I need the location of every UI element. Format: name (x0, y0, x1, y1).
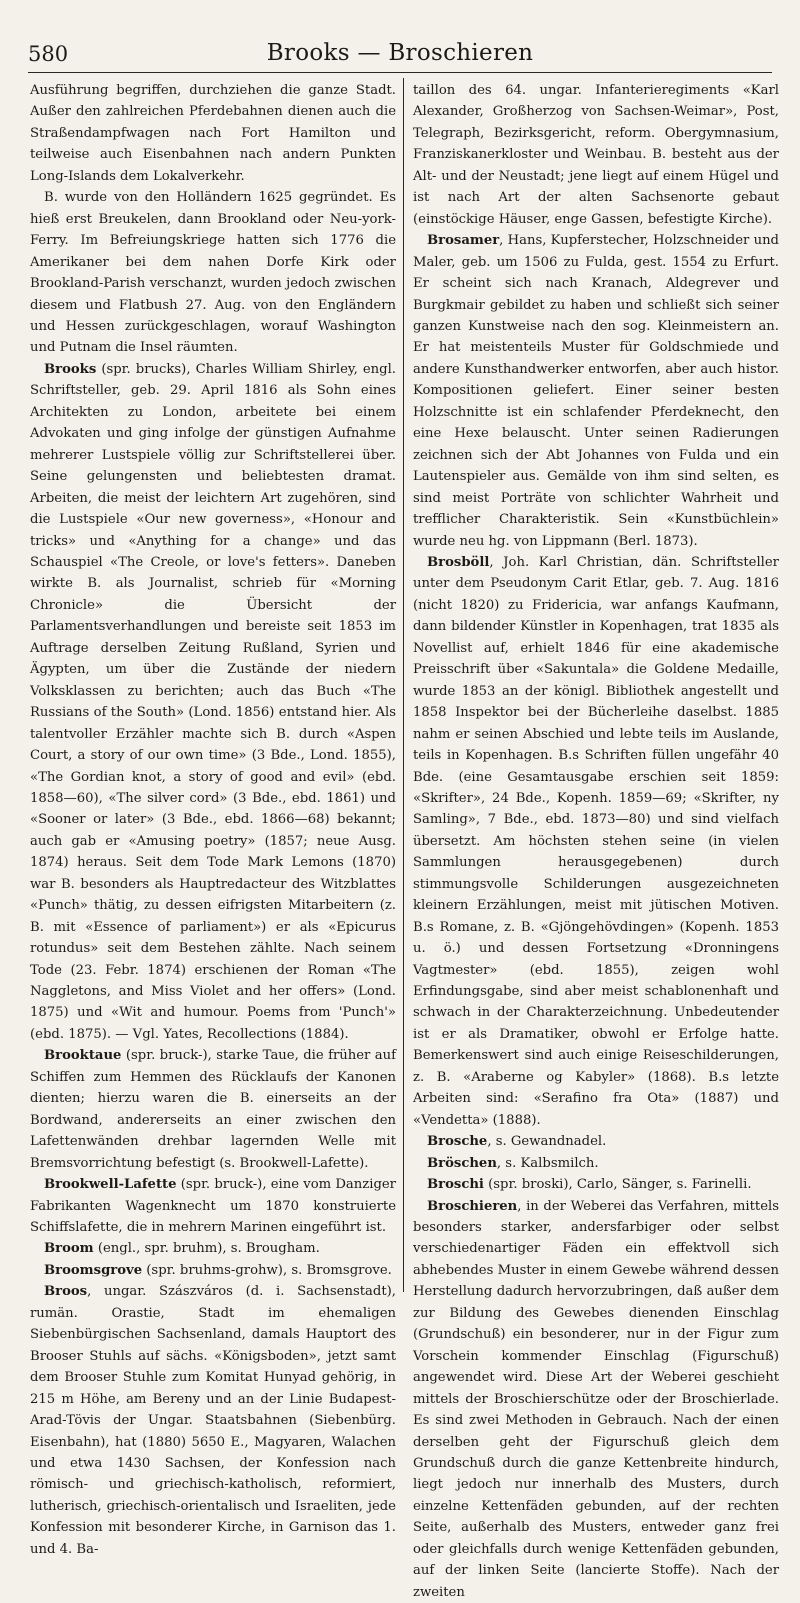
dictionary-entry (30, 1281, 396, 1560)
entry-headword: Brooktaue (44, 1048, 122, 1064)
dictionary-entry (30, 1045, 396, 1174)
dictionary-entry (413, 1153, 779, 1174)
entry-headword: Brosböll (427, 554, 490, 570)
entry-headword: Broos (44, 1284, 88, 1300)
entry-text: , ungar. Szászváros (d. i. Sachsenstadt), rumän. Orastie, Stadt im ehemaligen Siebenbürgischen Sachsenland, damals Hauptort des Brooser Stuhls auf sächs. «Königsboden», jetzt samt dem Brooser Stuhle zum Komitat Hunyad gehörig, in 215 m Höhe, am Bereny und an der Linie Budapest-Arad-Tövis der Ungar. Staatsbahnen (Siebenbürg. Eisenbahn), hat (1880) 5650 E., Magyaren, Walachen und etwa 1430 Sachsen, der Konfession nach römisch- und griechisch-katholisch, reformiert, lutherisch, griechisch-orientalisch und Israeliten, jede Konfession mit besonderer Kirche, in Garnison das 1. und 4. Ba- (30, 1284, 396, 1557)
entry-headword: Broschi (427, 1177, 484, 1193)
entry-text: taillon des 64. ungar. Infanterieregiments «Karl Alexander, Großherzog von Sachsen-Weimar», Post, Telegraph, Bezirksgericht, reform. Obergymnasium, Franziskanerkloster und Weinbau. B. besteht aus der Alt- und der Neustadt; jene liegt auf einem Hügel und ist nach Art der alten Sachsenorte gebaut (einstöckige Häuser, enge Gassen, befestigte Kirche). (413, 83, 779, 227)
entry-text: (spr. broski), Carlo, Sänger, s. Farinelli. (483, 1177, 752, 1193)
entry-headword: Brookwell-Lafette (44, 1177, 177, 1193)
entry-headword: Brooks (44, 361, 97, 377)
entry-text: (spr. bruck-), starke Taue, die früher auf Schiffen zum Hemmen des Rücklaufs der Kanonen dienten; hierzu waren die B. einerseits an der Bordwand, andererseits an einer zwischen den Lafettenwänden drehbar lagernden Welle mit Bremsvorrichtung befestigt (s. Brookwell-Lafette). (30, 1048, 396, 1171)
dictionary-entry (413, 1196, 779, 1603)
dictionary-entry (413, 1174, 779, 1195)
dictionary-entry (413, 1131, 779, 1152)
dictionary-entry (413, 230, 779, 552)
column-divider (403, 78, 404, 1292)
paragraph (30, 187, 396, 359)
entry-text: (spr. brucks), Charles William Shirley, engl. Schriftsteller, geb. 29. April 1816 als Sohn eines Architekten zu London, arbeitete bei einem Advokaten und ging infolge der günstigen Aufnahme mehrerer Lustspiele völlig zur Schriftstellerei über. Seine gelungensten und beliebtesten dramat. Arbeiten, die meist der leichtern Art zugehören, sind die Lustspiele «Our new governess», «Honour and tricks» und «Anything for a change» und das Schauspiel «The Creole, or love's fetters». Daneben wirkte B. als Journalist, schrieb für «Morning Chronicle» die Übersicht der Parlamentsverhandlungen und bereiste seit 1853 im Auftrage derselben Zeitung Rußland, Syrien und Ägypten, um über die Zustände der niedern Volksklassen zu berichten; auch das Buch «The Russians of the South» (Lond. 1856) entstand hier. Als talentvoller Erzähler machte sich B. durch «Aspen Court, a story of our own time» (3 Bde., Lond. 1855), «The Gordian knot, a story of good and evil» (ebd. 1858—60), «The silver cord» (3 Bde., ebd. 1861) und «Sooner or later» (3 Bde., ebd. 1866—68) bekannt; auch gab er «Amusing poetry» (1857; neue Ausg. 1874) heraus. Seit dem Tode Mark Lemons (1870) war B. besonders als Hauptredacteur des Witzblattes «Punch» thätig, zu dessen eifrigsten Mitarbeitern (z. B. mit «Essence of parliament») er als «Epicurus rotundus» seit dem Bestehen zählte. Nach seinem Tode (23. Febr. 1874) erschienen der Roman «The Naggletons, and Miss Violet and her offers» (Lond. 1875) und «Wit and humour. Poems from 'Punch'» (ebd. 1875). — Vgl. Yates, Recollections (1884). (30, 361, 396, 1042)
entry-text: B. wurde von den Holländern 1625 gegründet. Es hieß erst Breukelen, dann Brookland oder Neu-york-Ferry. Im Befreiungskriege hatten sich 1776 die Amerikaner bei dem nahen Dorfe Kirk oder Brookland-Parish verschanzt, wurden jedoch zwischen diesem und Flatbush 27. Aug. von den Engländern und Hessen zurückgeschlagen, worauf Washington und Putnam die Insel räumten. (30, 190, 396, 356)
entry-headword: Bröschen (427, 1155, 497, 1171)
paragraph (413, 80, 779, 230)
entry-text: (engl., spr. bruhm), s. Brougham. (93, 1241, 320, 1257)
entry-text: , s. Kalbsmilch. (496, 1155, 599, 1171)
dictionary-entry (30, 1174, 396, 1238)
entry-headword: Broomsgrove (44, 1262, 143, 1278)
entry-text: Ausführung begriffen, durchziehen die ganze Stadt. Außer den zahlreichen Pferdebahnen dienen auch die Straßendampfwagen nach Fort Hamilton und teilweise auch Eisenbahnen nach andern Punkten Long-Islands dem Lokalverkehr. (30, 83, 396, 184)
dictionary-entry (30, 1238, 396, 1259)
entry-headword: Broschieren (427, 1198, 518, 1214)
entry-text: (spr. bruhms-grohw), s. Bromsgrove. (142, 1262, 392, 1278)
entry-text: , s. Gewandnadel. (487, 1134, 607, 1150)
entry-text: , in der Weberei das Verfahren, mittels besonders starker, andersfarbiger oder selbst verschiedenartiger Fäden ein effektvoll sich abhebendes Muster in einem Gewebe während dessen Herstellung dadurch hervorzubringen, daß außer dem zur Bildung des Gewebes dienenden Einschlag (Grundschuß) ein besonderer, nur in der Figur zum Vorschein kommender Einschlag (Figurschuß) angewendet wird. Diese Art der Weberei geschieht mittels der Broschierschütze oder der Broschierlade. Es sind zwei Methoden in Gebrauch. Nach der einen derselben geht der Figurschuß gleich dem Grundschuß durch die ganze Kettenbreite hindurch, liegt jedoch nur innerhalb des Musters, durch einzelne Kettenfäden gebunden, auf der rechten Seite, außerhalb des Musters, entweder ganz frei oder gleichfalls durch wenige Kettenfäden gebunden, auf der linken Seite (lancierte Stoffe). Nach der zweiten (413, 1198, 779, 1600)
running-head: Brooks — Broschieren (266, 40, 534, 66)
paragraph (30, 80, 396, 187)
page-number: 580 (28, 42, 69, 66)
dictionary-entry (30, 1260, 396, 1281)
entry-headword: Brosche (427, 1134, 488, 1150)
right-column (413, 80, 779, 1600)
entry-headword: Brosamer (427, 233, 500, 249)
entry-text: , Hans, Kupferstecher, Holzschneider und Maler, geb. um 1506 zu Fulda, gest. 1554 zu Erfurt. Er scheint sich nach Kranach, Aldegrever und Burgkmair gebildet zu haben und schließt sich seiner ganzen Kunstweise nach den sog. Kleinmeistern an. Er hat meistenteils Muster für Goldschmiede und andere Kunsthandwerker entworfen, aber auch histor. Kompositionen geliefert. Einer seiner besten Holzschnitte ist ein schlafender Pferdeknecht, den eine Hexe belauscht. Unter seinen Radierungen zeichnen sich der Abt Johannes von Fulda und ein Lautenspieler aus. Gemälde von ihm sind selten, es sind meist Porträte von schlichter Wahrheit und trefflicher Charakteristik. Sein «Kunstbüchlein» wurde neu hg. von Lippmann (Berl. 1873). (413, 233, 779, 549)
entry-headword: Broom (44, 1241, 94, 1257)
entry-text: , Joh. Karl Christian, dän. Schriftsteller unter dem Pseudonym Carit Etlar, geb. 7. Aug. 1816 (nicht 1820) zu Fridericia, war anfangs Kaufmann, dann bildender Künstler in Kopenhagen, trat 1835 als Novellist auf, erhielt 1846 für eine akademische Preisschrift über «Sakuntala» die Goldene Medaille, wurde 1853 an der königl. Bibliothek angestellt und 1858 Inspektor bei der Bücherleihe daselbst. 1885 nahm er seinen Abschied und lebte teils im Auslande, teils in Kopenhagen. B.s Schriften füllen ungefähr 40 Bde. (eine Gesamtausgabe erschien seit 1859: «Skrifter», 24 Bde., Kopenh. 1859—69; «Skrifter, ny Samling», 7 Bde., ebd. 1873—80) und sind vielfach übersetzt. Am höchsten stehen seine (in vielen Sammlungen herausgegebenen) durch stimmungsvolle Schilderungen ausgezeichneten kleinern Erzählungen, meist mit jütischen Motiven. B.s Romane, z. B. «Gjöngehövdingen» (Kopenh. 1853 u. ö.) und dessen Fortsetzung «Dronningens Vagtmester» (ebd. 1855), zeigen wohl Erfindungsgabe, sind aber meist schablonenhaft und schwach in der Charakterzeichnung. Unbedeutender ist er als Dramatiker, obwohl er Erfolge hatte. Bemerkenswert sind auch einige Reiseschilderungen, z. B. «Araberne og Kabyler» (1868). B.s letzte Arbeiten sind: «Serafino fra Ota» (1887) und «Vendetta» (1888). (413, 554, 779, 1128)
page-header (28, 38, 772, 73)
dictionary-entry (413, 552, 779, 1131)
entry-text: (spr. bruck-), eine vom Danziger Fabrikanten Wagenknecht um 1870 konstruierte Schiffslafette, die in mehrern Marinen eingeführt ist. (30, 1177, 396, 1236)
dictionary-entry (30, 359, 396, 1046)
left-column (30, 80, 396, 1557)
